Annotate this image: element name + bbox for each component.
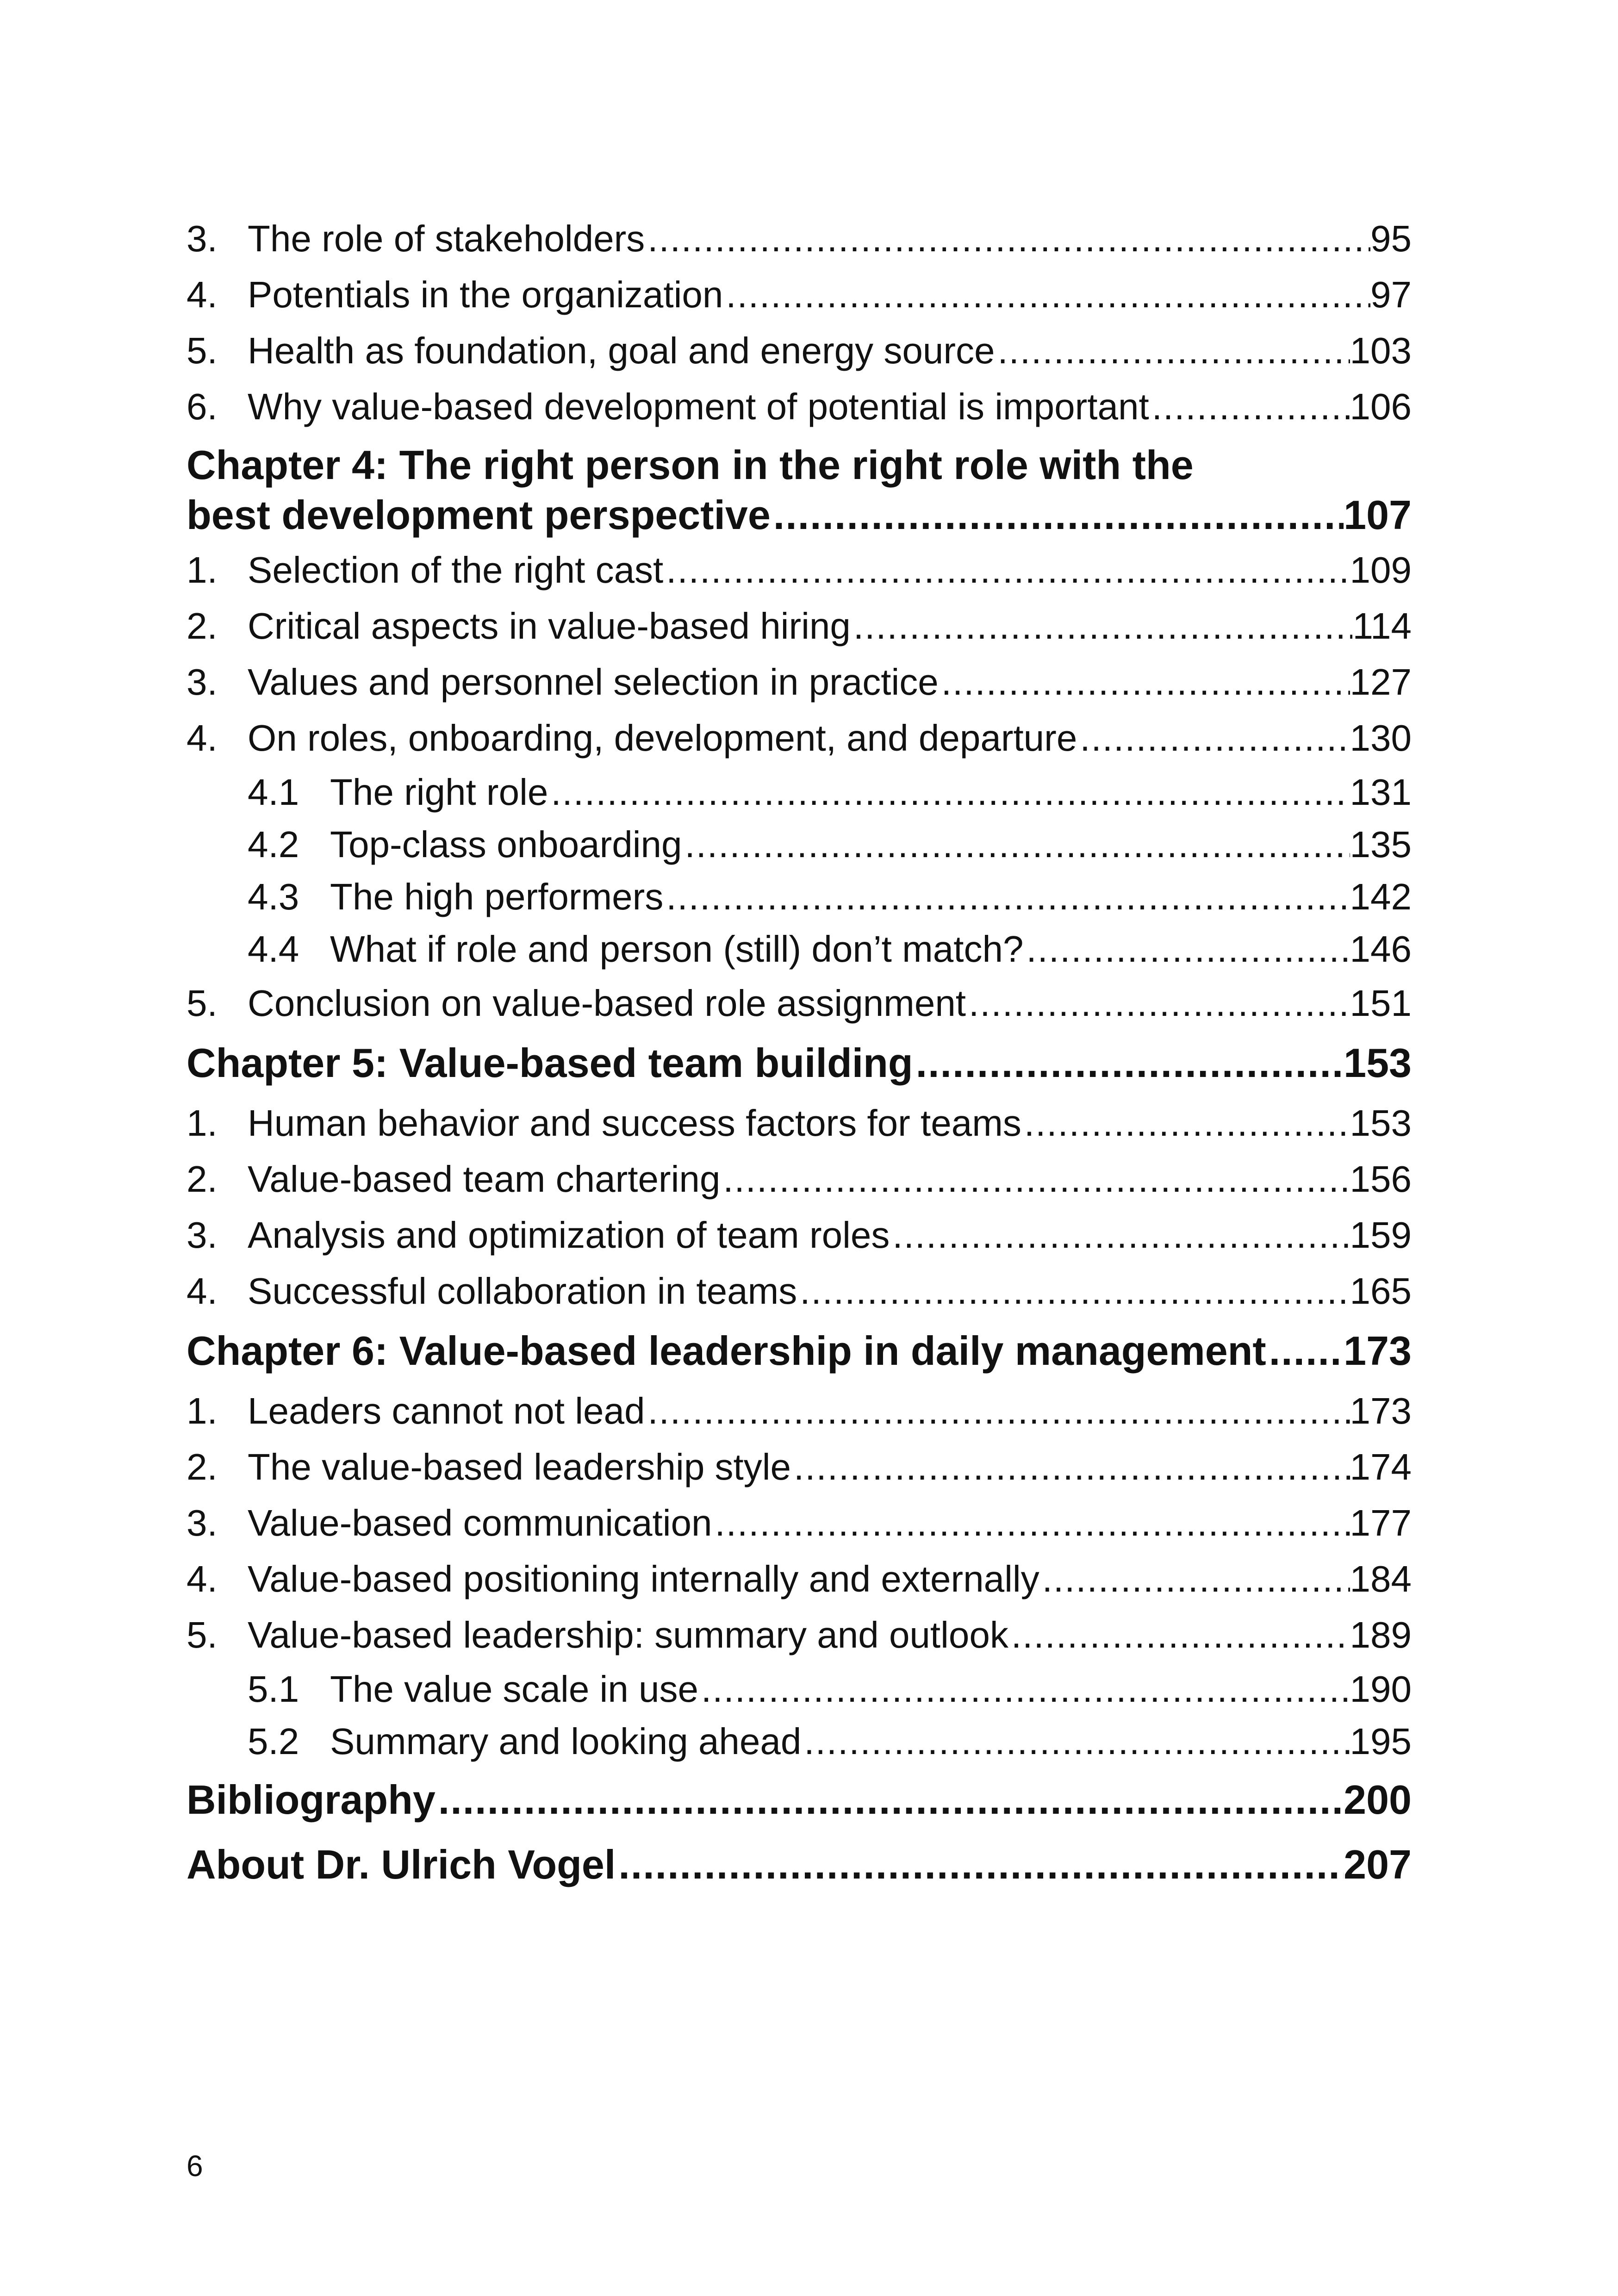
toc-entry-title: Leaders cannot not lead — [248, 1390, 645, 1431]
chapter-title: Bibliography — [187, 1777, 436, 1823]
dot-leader — [682, 818, 1350, 871]
toc-subentry[interactable] — [187, 1715, 1412, 1767]
dot-leader — [791, 1439, 1350, 1495]
dot-leader — [663, 542, 1350, 598]
toc-entry-title: Critical aspects in value-based hiring — [248, 605, 851, 647]
toc-entry[interactable] — [187, 598, 1412, 654]
chapter-title: Chapter 6: Value-based leadership in daily management — [187, 1328, 1266, 1374]
toc-entry-title: Value-based team chartering — [248, 1158, 721, 1200]
chapter-page: 207 — [1344, 1842, 1412, 1887]
chapter-page: 107 — [1344, 492, 1412, 538]
toc-subentry[interactable] — [187, 923, 1412, 975]
page-number: 6 — [187, 2149, 203, 2183]
toc-subentry-number: 4.1 — [248, 772, 299, 813]
dot-leader — [712, 1495, 1350, 1551]
toc-subentry-number: 4.3 — [248, 876, 299, 917]
toc-entry[interactable] — [187, 211, 1412, 267]
toc-entry-title: Conclusion on value-based role assignment — [248, 983, 966, 1024]
toc-subentry-page: 131 — [1350, 772, 1412, 813]
toc-entry-number: 2. — [187, 1158, 218, 1200]
toc-subentry[interactable] — [187, 871, 1412, 923]
dot-leader — [1149, 379, 1350, 435]
toc-entry-page: 130 — [1350, 717, 1412, 759]
toc-entry-page: 114 — [1352, 605, 1412, 647]
toc-entry-title: Selection of the right cast — [248, 549, 664, 591]
dot-leader — [890, 1207, 1350, 1263]
toc-entry[interactable] — [187, 710, 1412, 766]
toc-entry-page: 189 — [1350, 1614, 1412, 1655]
dot-leader — [645, 211, 1370, 267]
toc-entry-page: 127 — [1350, 661, 1412, 703]
dot-leader — [797, 1263, 1350, 1319]
toc-entry-number: 1. — [187, 1102, 218, 1144]
toc-entry[interactable] — [187, 654, 1412, 710]
toc-subentry[interactable] — [187, 818, 1412, 871]
dot-leader — [1008, 1607, 1350, 1663]
toc-subentry[interactable] — [187, 1663, 1412, 1715]
toc-entry-number: 2. — [187, 605, 218, 647]
dot-leader — [1039, 1551, 1350, 1607]
chapter-heading-line-2[interactable] — [187, 492, 1412, 542]
chapter-heading[interactable] — [187, 1319, 1412, 1383]
toc-entry-page: 109 — [1350, 549, 1412, 591]
toc-entry-number: 3. — [187, 661, 218, 703]
dot-leader — [913, 1031, 1344, 1095]
toc-entry-title: On roles, onboarding, development, and departure — [248, 717, 1077, 759]
toc-entry-number: 4. — [187, 274, 218, 315]
toc-entry-number: 1. — [187, 549, 218, 591]
bibliography-heading[interactable] — [187, 1767, 1412, 1832]
toc-entry[interactable] — [187, 975, 1412, 1031]
toc-subentry-title: What if role and person (still) don’t match? — [330, 928, 1024, 970]
toc-entry[interactable] — [187, 379, 1412, 435]
table-of-contents — [187, 211, 1412, 1897]
toc-entry-title: The role of stakeholders — [248, 218, 645, 259]
dot-leader — [851, 598, 1353, 654]
toc-entry-page: 153 — [1350, 1102, 1412, 1144]
toc-entry-page: 159 — [1350, 1214, 1412, 1256]
toc-entry-title: Health as foundation, goal and energy source — [248, 330, 995, 371]
chapter-title: best development perspective — [187, 492, 771, 538]
dot-leader — [436, 1767, 1344, 1832]
toc-entry-number: 3. — [187, 218, 218, 259]
chapter-title: Chapter 5: Value-based team building — [187, 1040, 913, 1086]
toc-entry-page: 174 — [1350, 1446, 1412, 1487]
toc-entry-number: 3. — [187, 1214, 218, 1256]
toc-entry-page: 173 — [1350, 1390, 1412, 1431]
toc-entry-number: 2. — [187, 1446, 218, 1487]
toc-subentry-title: The right role — [330, 772, 548, 813]
toc-subentry-title: The value scale in use — [330, 1668, 699, 1710]
dot-leader — [720, 1151, 1350, 1207]
dot-leader — [1077, 710, 1350, 766]
toc-entry[interactable] — [187, 542, 1412, 598]
toc-subentry-number: 4.2 — [248, 824, 299, 865]
dot-leader — [548, 766, 1350, 818]
toc-subentry-page: 135 — [1350, 824, 1412, 865]
dot-leader — [616, 1832, 1344, 1897]
dot-leader — [1023, 923, 1350, 975]
dot-leader — [645, 1383, 1350, 1439]
dot-leader — [939, 654, 1350, 710]
toc-subentry-number: 5.1 — [248, 1668, 299, 1710]
toc-entry-title: Value-based leadership: summary and outlook — [248, 1614, 1008, 1655]
toc-entry-number: 5. — [187, 1614, 218, 1655]
toc-entry-page: 151 — [1350, 983, 1412, 1024]
toc-entry-number: 5. — [187, 330, 218, 371]
dot-leader — [1021, 1095, 1350, 1151]
toc-entry-title: Values and personnel selection in practice — [248, 661, 939, 703]
toc-entry[interactable] — [187, 1151, 1412, 1207]
toc-entry-number: 4. — [187, 1558, 218, 1599]
toc-entry[interactable] — [187, 323, 1412, 379]
toc-entry[interactable] — [187, 1551, 1412, 1607]
toc-subentry-number: 4.4 — [248, 928, 299, 970]
toc-subentry[interactable] — [187, 766, 1412, 818]
toc-subentry-page: 190 — [1350, 1668, 1412, 1710]
toc-entry-page: 156 — [1350, 1158, 1412, 1200]
chapter-page: 153 — [1344, 1040, 1412, 1086]
toc-entry-page: 95 — [1370, 218, 1412, 259]
toc-subentry-title: The high performers — [330, 876, 664, 917]
toc-subentry-title: Summary and looking ahead — [330, 1721, 802, 1762]
dot-leader — [1266, 1319, 1344, 1383]
toc-entry[interactable] — [187, 1207, 1412, 1263]
toc-entry[interactable] — [187, 1495, 1412, 1551]
toc-entry-number: 3. — [187, 1502, 218, 1543]
chapter-page: 173 — [1344, 1328, 1412, 1374]
toc-entry-title: Value-based positioning internally and externally — [248, 1558, 1039, 1599]
toc-entry-title: Value-based communication — [248, 1502, 712, 1543]
toc-entry-page: 97 — [1370, 274, 1412, 315]
dot-leader — [771, 492, 1344, 538]
dot-leader — [801, 1715, 1350, 1767]
chapter-title: Chapter 4: The right person in the right role with the — [187, 442, 1194, 488]
about-author-heading[interactable] — [187, 1832, 1412, 1897]
chapter-heading[interactable] — [187, 1031, 1412, 1095]
chapter-heading-line-1[interactable] — [187, 435, 1412, 492]
toc-entry[interactable] — [187, 267, 1412, 323]
toc-entry-number: 4. — [187, 717, 218, 759]
toc-entry-number: 4. — [187, 1270, 218, 1312]
toc-entry-page: 103 — [1350, 330, 1412, 371]
toc-entry-title: Potentials in the organization — [248, 274, 723, 315]
toc-entry-title: Successful collaboration in teams — [248, 1270, 797, 1312]
toc-subentry-page: 195 — [1350, 1721, 1412, 1762]
chapter-page: 200 — [1344, 1777, 1412, 1823]
toc-entry-title: Analysis and optimization of team roles — [248, 1214, 890, 1256]
toc-entry-page: 106 — [1350, 386, 1412, 427]
toc-entry-number: 6. — [187, 386, 218, 427]
toc-entry-page: 184 — [1350, 1558, 1412, 1599]
toc-entry-title: The value-based leadership style — [248, 1446, 791, 1487]
toc-entry-page: 165 — [1350, 1270, 1412, 1312]
toc-entry-title: Why value-based development of potential is important — [248, 386, 1149, 427]
toc-entry[interactable] — [187, 1383, 1412, 1439]
toc-subentry-page: 146 — [1350, 928, 1412, 970]
toc-entry-number: 5. — [187, 983, 218, 1024]
dot-leader — [966, 975, 1350, 1031]
toc-entry-page: 177 — [1350, 1502, 1412, 1543]
dot-leader — [698, 1663, 1350, 1715]
toc-subentry-page: 142 — [1350, 876, 1412, 917]
toc-entry-title: Human behavior and success factors for teams — [248, 1102, 1021, 1144]
toc-entry[interactable] — [187, 1439, 1412, 1495]
dot-leader — [995, 323, 1350, 379]
toc-entry[interactable] — [187, 1607, 1412, 1663]
toc-subentry-number: 5.2 — [248, 1721, 299, 1762]
toc-subentry-title: Top-class onboarding — [330, 824, 682, 865]
chapter-title: About Dr. Ulrich Vogel — [187, 1842, 616, 1887]
toc-entry[interactable] — [187, 1095, 1412, 1151]
toc-entry-number: 1. — [187, 1390, 218, 1431]
dot-leader — [663, 871, 1350, 923]
dot-leader — [723, 267, 1370, 323]
toc-entry[interactable] — [187, 1263, 1412, 1319]
